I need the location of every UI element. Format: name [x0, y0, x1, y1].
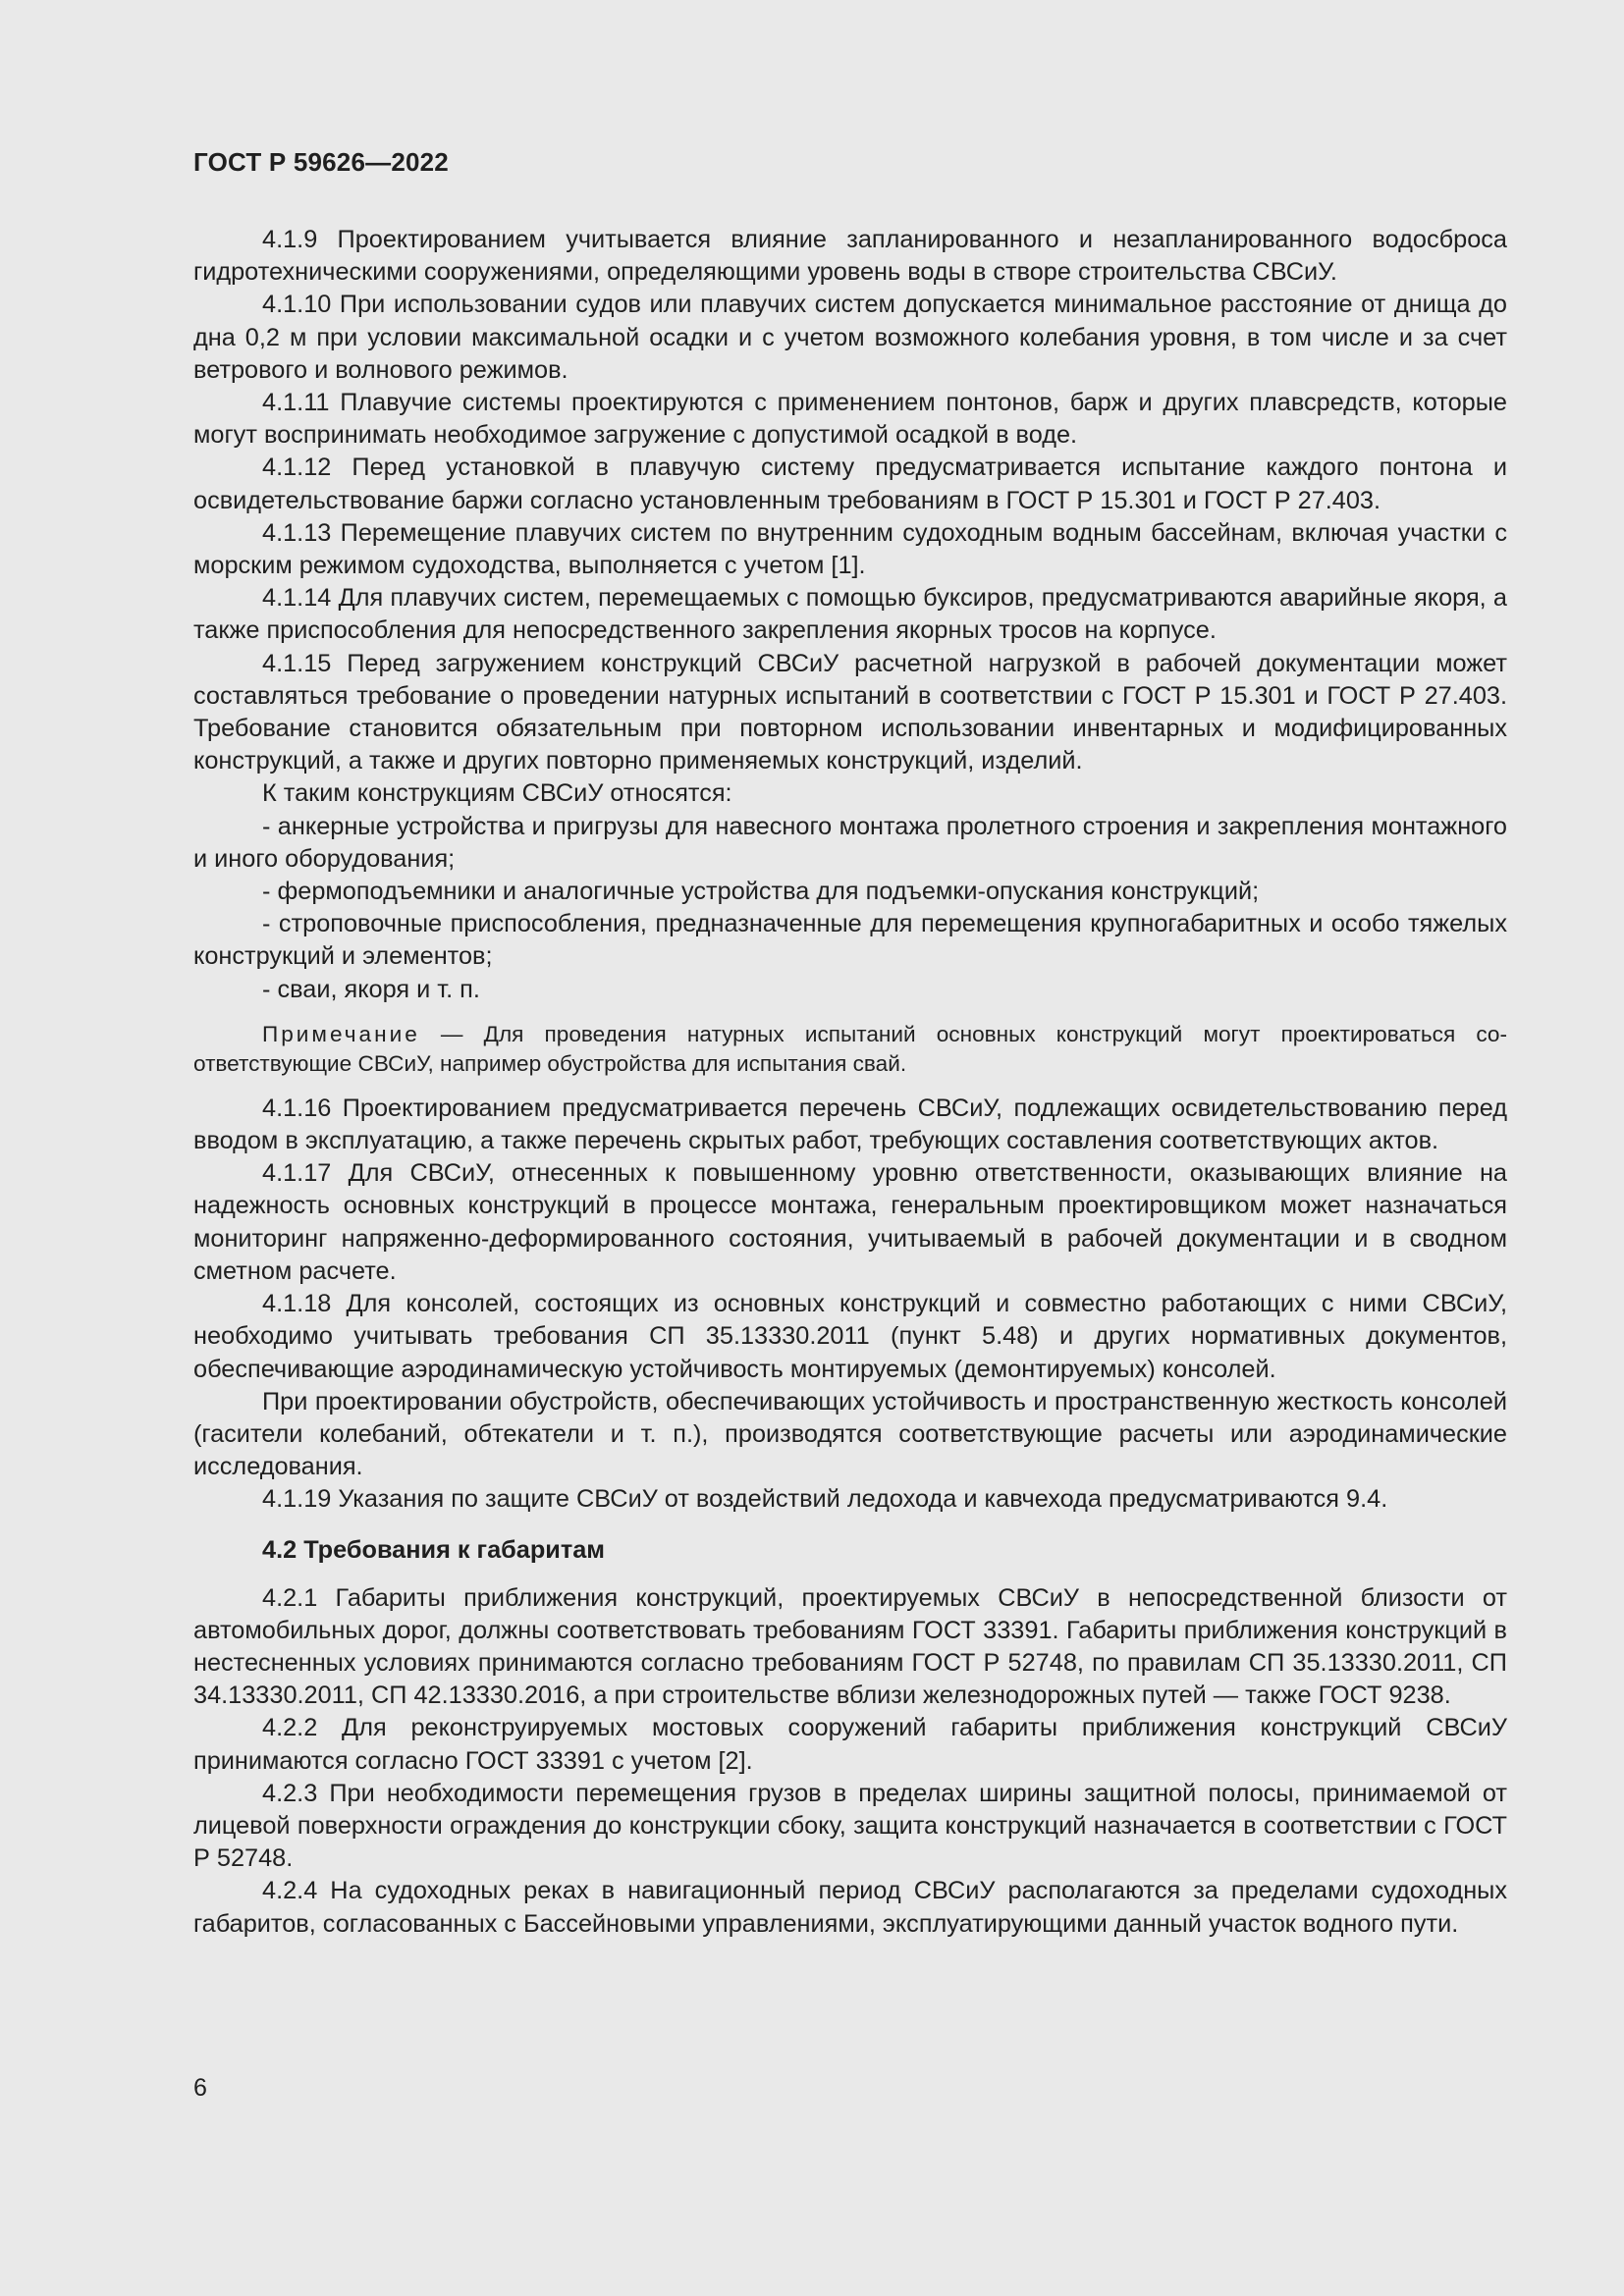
- list-item: - анкерные устройства и пригрузы для навесного монтажа пролетного строения и закрепления монтажного и иного оборудования;: [193, 812, 1507, 873]
- document-body: [193, 224, 1507, 1941]
- paragraph-4-2-4: 4.2.4 На судоходных реках в навигационный период СВСиУ располагаются за пределами судоходных габаритов, согласованных с Бассейновыми управлениями, эксплуатирующими данный участок водного пути.: [193, 1877, 1507, 1938]
- list-item: - сваи, якоря и т. п.: [262, 975, 480, 1003]
- paragraph-4-1-17: 4.1.17 Для СВСиУ, отнесенных к повышенному уровню ответственности, оказывающих влияние на надежность основных конструкций в процессе монтажа, генеральным проектировщиком может назначаться мониторинг напряженно-деформированного состояния, учитываемый в рабочей документации и в сводном сметном расчете.: [193, 1159, 1507, 1285]
- paragraph-4-1-18-cont: При проектировании обустройств, обеспечивающих устойчивость и пространственную жесткость консолей (гасители колебаний, обтекатели и т. п.), производятся соответствующие расчеты или аэродинамические исследования.: [193, 1387, 1507, 1481]
- paragraph-4-2-3: 4.2.3 При необходимости перемещения грузов в пределах ширины защитной полосы, принимаемой от лицевой поверхности ограждения до конструкции сбоку, защита конструкций назначается в соответствии с ГОСТ Р 52748.: [193, 1779, 1507, 1873]
- paragraph-4-1-9: 4.1.9 Проектированием учитывается влияние запланированного и незапланированного водосброса гидротехническими сооружениями, определяющими уровень воды в створе строительства СВСиУ.: [193, 226, 1507, 287]
- section-title-4-2: 4.2 Требования к габаритам: [262, 1535, 606, 1564]
- list-item: - фермоподъемники и аналогичные устройства для подъемки-опускания конструкций;: [262, 878, 1260, 906]
- note: [193, 1020, 1507, 1079]
- paragraph-4-1-19: 4.1.19 Указания по защите СВСиУ от воздействий ледохода и кавчехода предусматриваются 9.4.: [262, 1485, 1388, 1514]
- paragraph-4-1-16: 4.1.16 Проектированием предусматривается перечень СВСиУ, подлежащих освидетельствованию перед вводом в эксплуатацию, а также перечень скрытых работ, требующих составления соответствующих актов.: [193, 1094, 1507, 1155]
- paragraph-4-1-11: 4.1.11 Плавучие системы проектируются с применением понтонов, барж и других плавсредств, которые могут воспринимать необходимое загружение с допустимой осадкой в воде.: [193, 389, 1507, 450]
- paragraph-4-2-2: 4.2.2 Для реконструируемых мостовых сооружений габариты приближения конструкций СВСиУ принимаются согласно ГОСТ 33391 с учетом [2].: [193, 1714, 1507, 1775]
- page-number: 6: [193, 2074, 207, 2102]
- document-header: ГОСТ Р 59626—2022: [193, 147, 449, 177]
- paragraph-4-1-13: 4.1.13 Перемещение плавучих систем по внутренним судоходным водным бассейнам, включая участки с морским режимом судоходства, выполняется с учетом [1].: [193, 518, 1507, 580]
- paragraph-4-1-18: 4.1.18 Для консолей, состоящих из основных конструкций и совместно работающих с ними СВСиУ, необходимо учитывать требования СП 35.13330.2011 (пункт 5.48) и других нормативных документов, обеспечивающие аэродинамическую устойчивость монтируемых (демонтируемых) консолей.: [193, 1290, 1507, 1383]
- list-intro: К таким конструкциям СВСиУ относятся:: [262, 779, 732, 808]
- paragraph-4-1-14: 4.1.14 Для плавучих систем, перемещаемых с помощью буксиров, предусматриваются аварийные якоря, а также приспособления для непосредственного закрепления якорных тросов на корпусе.: [193, 584, 1507, 645]
- list-item: - строповочные приспособления, предназначенные для перемещения крупногабаритных и особо тяжелых конструкций и элементов;: [193, 910, 1507, 971]
- paragraph-4-2-1: 4.2.1 Габариты приближения конструкций, проектируемых СВСиУ в непосредственной близости от автомобильных дорог, должны соответствовать требованиям ГОСТ 33391. Габариты приближения конструкций в нестесненных условиях принимаются согласно требованиям ГОСТ Р 52748, по правилам СП 35.13330.2011, СП 34.13330.2011, СП 42.13330.2016, а при строительстве вблизи железнодорожных путей — также ГОСТ 9238.: [193, 1583, 1507, 1710]
- paragraph-4-1-12: 4.1.12 Перед установкой в плавучую систему предусматривается испытание каждого понтона и освидетельствование баржи согласно установленным требованиям в ГОСТ Р 15.301 и ГОСТ Р 27.403.: [193, 454, 1507, 514]
- paragraph-4-1-15: 4.1.15 Перед загружением конструкций СВСиУ расчетной нагрузкой в рабочей документации может составляться требование о проведении натурных испытаний в соответствии с ГОСТ Р 15.301 и ГОСТ Р 27.403. Требование становится обязательным при повторном использовании инвентарных и модифицированных конструкций, а также и других повторно применяемых конструкций, изделий.: [193, 649, 1507, 775]
- note-label: Примечание: [262, 1021, 420, 1046]
- document-page: [193, 0, 1507, 2296]
- note-text: — Для проведения натурных испытаний основных конструкций могут проектироваться соответствующие СВСиУ, например обустройства для испытания свай.: [193, 1021, 1507, 1076]
- paragraph-4-1-10: 4.1.10 При использовании судов или плавучих систем допускается минимальное расстояние от днища до дна 0,2 м при условии максимальной осадки и с учетом возможного колебания уровня, в том числе и за счет ветрового и волнового режимов.: [193, 291, 1507, 384]
